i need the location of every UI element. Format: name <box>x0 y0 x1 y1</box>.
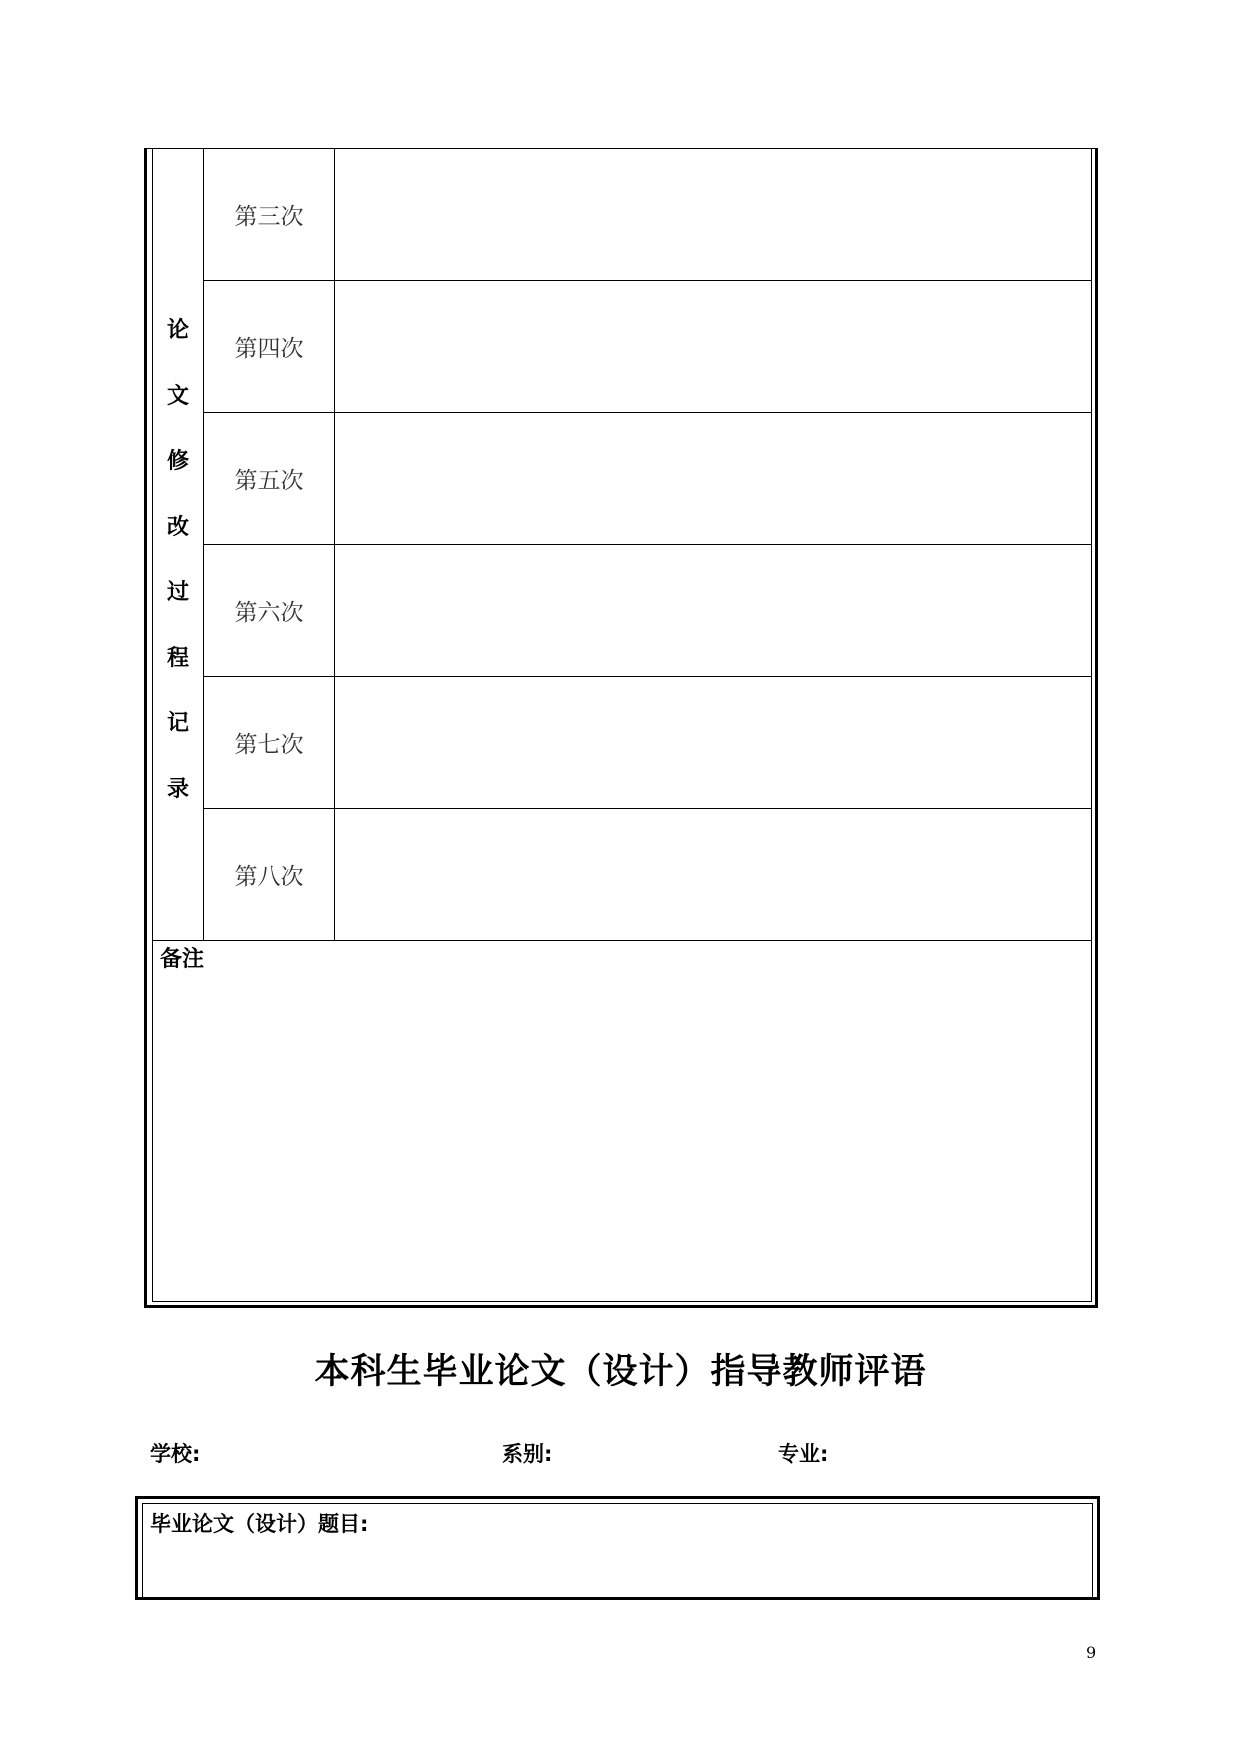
round-label-3: 第三次 <box>234 204 304 230</box>
title-char: 论 <box>166 318 189 343</box>
remarks-label: 备注 <box>160 947 205 972</box>
title-char: 过 <box>166 580 189 605</box>
row-divider <box>203 676 1092 677</box>
school-label: 学校: <box>150 1442 201 1466</box>
title-char: 文 <box>166 383 189 409</box>
comment-form-title: 本科生毕业论文（设计）指导教师评语 <box>314 1352 927 1392</box>
row-divider <box>203 280 1092 281</box>
major-label: 专业: <box>778 1442 829 1466</box>
title-char: 记 <box>166 711 189 736</box>
title-char: 改 <box>166 514 189 540</box>
remarks-divider <box>152 940 1092 941</box>
row-divider <box>203 544 1092 545</box>
topic-label: 毕业论文（设计）题目: <box>150 1512 369 1536</box>
row-divider <box>203 808 1092 809</box>
revision-record-vertical-title <box>152 298 204 822</box>
department-label: 系别: <box>502 1442 553 1466</box>
round-label-7: 第七次 <box>234 732 304 758</box>
title-char: 录 <box>166 776 189 802</box>
title-char: 程 <box>166 645 189 671</box>
round-label-6: 第六次 <box>234 600 304 626</box>
title-char: 修 <box>166 449 189 474</box>
round-label-4: 第四次 <box>234 336 304 362</box>
row-divider <box>203 412 1092 413</box>
round-label-5: 第五次 <box>234 468 304 494</box>
page-number: 9 <box>1086 1643 1097 1662</box>
round-label-8: 第八次 <box>234 864 304 890</box>
